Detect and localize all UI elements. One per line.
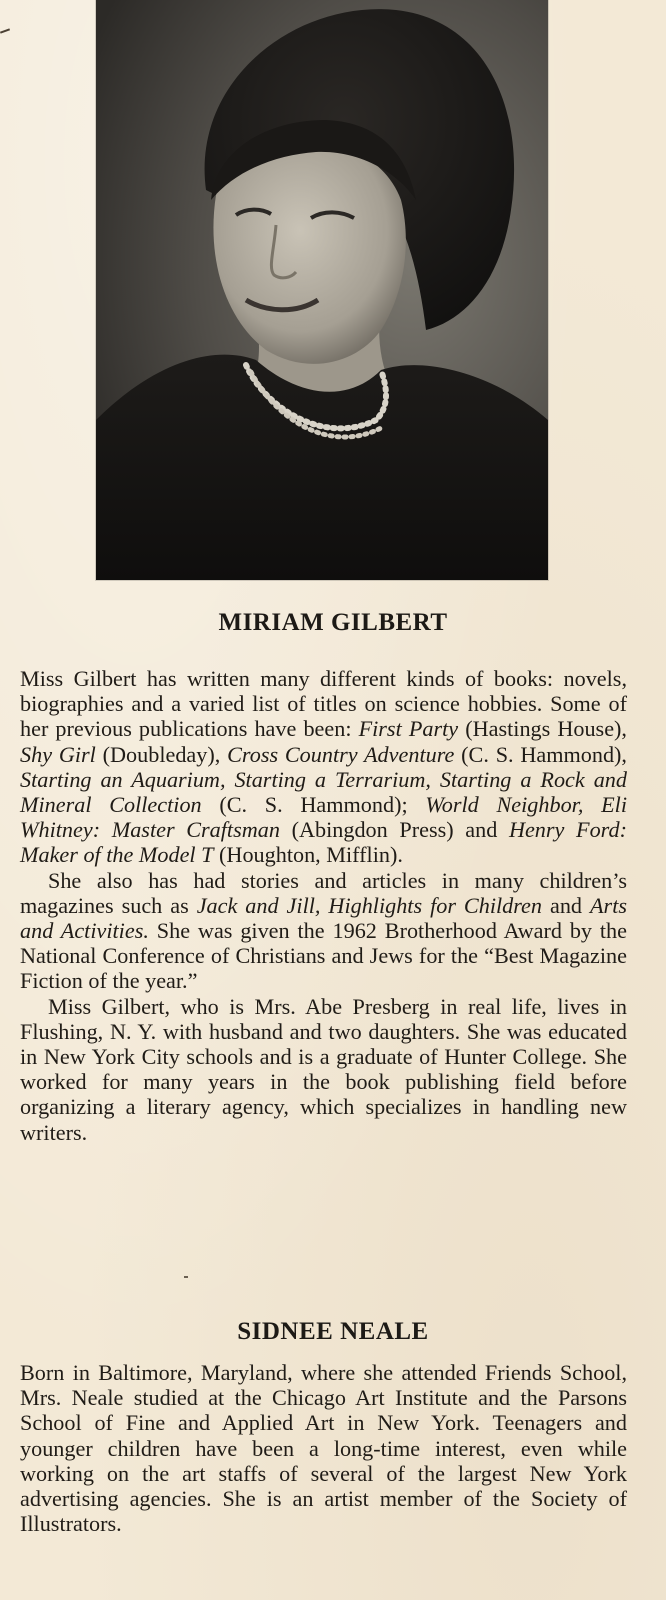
text-run: (Hastings House), xyxy=(458,716,627,742)
bio-paragraph xyxy=(20,994,627,1145)
title-italic: Jack and Jill, Highlights for Children xyxy=(196,892,543,918)
text-run: Born in Baltimore, Maryland, where she attended Friends School, Mrs. Neale studied at the Chicago Art Institute and the Parsons School of Fine and Applied Art in New York. Teenagers and younger children have been a long-time interest, even while working on the art staffs of several of the largest New York advertising agencies. She is an artist member of the Society of Illustrators. xyxy=(20,1360,627,1537)
stray-mark xyxy=(0,28,10,33)
author-portrait-photo xyxy=(96,0,548,580)
text-run: Miss Gilbert has written many different kinds of books: novels, biographies and a varied list of titles on science hobbies. Some of her previous publications have been: xyxy=(20,666,627,742)
title-italic: Starting an Aquarium, Starting a Terrarium, Starting a Rock and Mineral Collection xyxy=(20,766,627,818)
illustrator-name: SIDNEE NEALE xyxy=(237,1318,429,1345)
bio-paragraph xyxy=(20,868,627,994)
bio-paragraph xyxy=(20,666,627,868)
text-run: Miss Gilbert, who is Mrs. Abe Presberg in real life, lives in Flushing, N. Y. with husband and two daughters. She was educated in New York City schools and is a graduate of Hunter College. She worked for many years in the book publishing field before organizing a literary agency, which specializes in handling new writers. xyxy=(20,993,627,1145)
text-run: and xyxy=(542,892,590,918)
title-italic: World Neighbor, Eli Whitney: Master Craftsman xyxy=(20,792,627,843)
stray-mark xyxy=(184,1276,188,1278)
title-italic: Henry Ford: Maker of the Model T xyxy=(20,817,627,868)
title-italic: Arts and Activities. xyxy=(20,892,627,944)
text-run: She was given the 1962 Brotherhood Award by the National Conference of Christians and Jews for the “Best Magazine Fiction of the year.” xyxy=(20,918,627,994)
illustrator-biography xyxy=(20,1360,627,1536)
text-run: (Doubleday), xyxy=(95,741,228,767)
portrait-icon xyxy=(96,0,548,580)
bio-paragraph xyxy=(20,1360,627,1536)
author-name: MIRIAM GILBERT xyxy=(218,609,448,636)
text-run: (Houghton, Mifflin). xyxy=(213,842,403,868)
text-run: She also has had stories and articles in many children’s magazines such as xyxy=(20,867,627,918)
title-italic: First Party xyxy=(358,716,459,742)
text-run: (Abingdon Press) and xyxy=(279,817,509,843)
title-italic: Shy Girl xyxy=(20,741,96,767)
title-italic: Cross Country Adventure xyxy=(227,741,455,767)
text-run: (C. S. Hammond); xyxy=(201,792,426,818)
author-biography xyxy=(20,666,627,1145)
text-run: (C. S. Hammond), xyxy=(454,741,627,767)
